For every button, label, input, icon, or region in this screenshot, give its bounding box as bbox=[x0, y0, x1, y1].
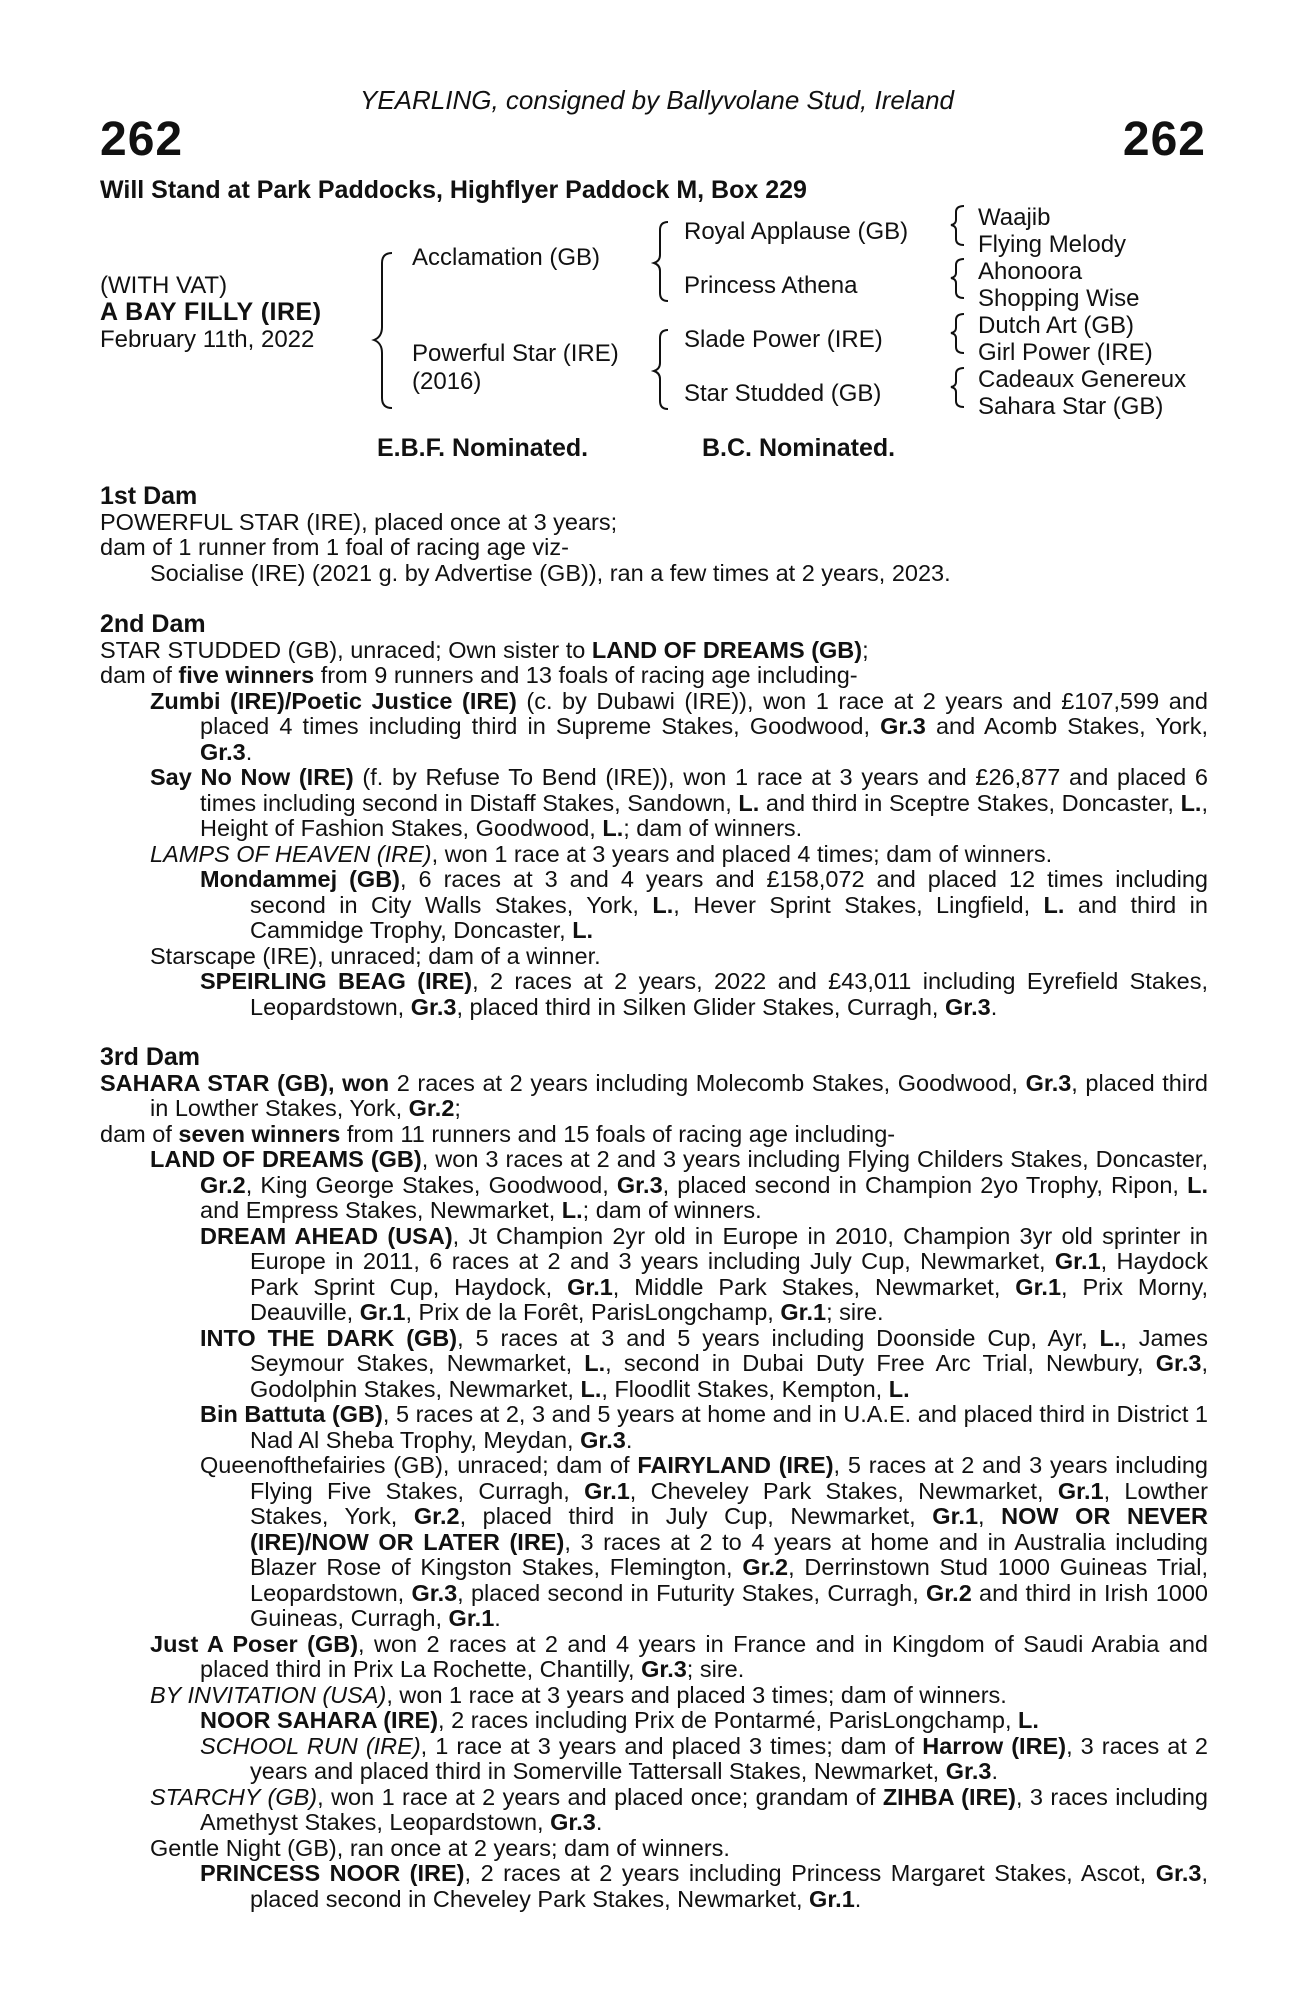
stand-location: Will Stand at Park Paddocks, Highflyer Paddock M, Box 229 bbox=[100, 176, 807, 204]
second-dam-heading: 2nd Dam bbox=[100, 610, 206, 638]
foaling-date: February 11th, 2022 bbox=[100, 326, 315, 353]
produce-entry: Starscape (IRE), unraced; dam of a winner. bbox=[150, 942, 601, 969]
brace-g2 bbox=[951, 259, 964, 298]
great-grandparent: Cadeaux Genereux bbox=[978, 366, 1187, 393]
great-grandparent: Girl Power (IRE) bbox=[978, 339, 1153, 366]
brace-sire bbox=[654, 222, 668, 301]
brace-g3 bbox=[951, 314, 964, 353]
produce-entry: Mondammej (GB), 6 races at 3 and 4 years and £158,072 and placed 12 times including second in City Walls Stakes, York, L., Hever Sprint Stakes, Lingfield, L. and third in Cammidge Trophy, Doncaster, L. bbox=[200, 866, 1208, 943]
produce-entry: LAMPS OF HEAVEN (IRE), won 1 race at 3 years and placed 4 times; dam of winners. bbox=[150, 840, 1053, 867]
third-dam-record: dam of seven winners from 11 runners and 15 foals of racing age including- bbox=[100, 1120, 896, 1147]
ebf-nomination: E.B.F. Nominated. bbox=[377, 434, 589, 462]
great-grandparent: Dutch Art (GB) bbox=[978, 312, 1135, 339]
produce-entry: PRINCESS NOOR (IRE), 2 races at 2 years including Princess Margaret Stakes, Ascot, Gr.3, placed second in Cheveley Park Stakes, Newmarket, Gr.1. bbox=[200, 1860, 1208, 1912]
first-dam-produce: Socialise (IRE) (2021 g. by Advertise (GB)), ran a few times at 2 years, 2023. bbox=[150, 559, 951, 586]
lot-number-left: 262 bbox=[100, 113, 184, 166]
produce-entry: Just A Poser (GB), won 2 races at 2 and 4 years in France and in Kingdom of Saudi Arabia and placed third in Prix La Rochette, Chantilly, Gr.3; sire. bbox=[150, 1630, 1208, 1682]
bc-nomination: B.C. Nominated. bbox=[702, 434, 896, 462]
third-dam-section bbox=[100, 1045, 1208, 1912]
great-grandparent: Flying Melody bbox=[978, 231, 1127, 258]
produce-entry: BY INVITATION (USA), won 1 race at 3 years and placed 3 times; dam of winners. bbox=[150, 1681, 1007, 1708]
sire-name: Acclamation (GB) bbox=[412, 244, 601, 271]
produce-entry: SPEIRLING BEAG (IRE), 2 races at 2 years, 2022 and £43,011 including Eyrefield Stakes, Leopardstown, Gr.3, placed third in Silken Glider Stakes, Curragh, Gr.3. bbox=[200, 968, 1208, 1020]
produce-entry: STARCHY (GB), won 1 race at 2 years and placed once; grandam of ZIHBA (IRE), 3 races including Amethyst Stakes, Leopardstown, Gr.3. bbox=[150, 1783, 1208, 1835]
first-dam-line: dam of 1 runner from 1 foal of racing age viz- bbox=[100, 534, 569, 560]
sire-sire: Royal Applause (GB) bbox=[684, 218, 909, 245]
brace-g4 bbox=[951, 368, 964, 407]
great-grandparent: Ahonoora bbox=[978, 258, 1083, 285]
great-grandparent: Waajib bbox=[978, 204, 1051, 231]
third-dam-heading: 3rd Dam bbox=[100, 1043, 201, 1071]
produce-entry: Bin Battuta (GB), 5 races at 2, 3 and 5 years at home and in U.A.E. and placed third in District 1 Nad Al Sheba Trophy, Meydan, Gr.3. bbox=[200, 1401, 1208, 1453]
second-dam-section bbox=[100, 612, 1208, 1020]
produce-entry: Zumbi (IRE)/Poetic Justice (IRE) (c. by Dubawi (IRE)), won 1 race at 2 years and £107,599 and placed 4 times including third in Supreme Stakes, Goodwood, Gr.3 and Acomb Stakes, York, Gr.3. bbox=[150, 687, 1208, 765]
first-dam-heading: 1st Dam bbox=[100, 482, 198, 510]
produce-entry: Queenofthefairies (GB), unraced; dam of FAIRYLAND (IRE), 5 races at 2 and 3 years including Flying Five Stakes, Curragh, Gr.1, Cheveley Park Stakes, Newmarket, Gr.1, Lowther Stakes, York, Gr.2, placed third in July Cup, Newmarket, Gr.1, NOW OR NEVER (IRE)/NOW OR LATER (IRE), 3 races at 2 to 4 years at home and in Australia including Blazer Rose of Kingston Stakes, Flemington, Gr.2, Derrinstown Stud 1000 Guineas Trial, Leopardstown, Gr.3, placed second in Futurity Stakes, Curragh, Gr.2 and third in Irish 1000 Guineas, Curragh, Gr.1. bbox=[200, 1452, 1208, 1631]
produce-entry: LAND OF DREAMS (GB), won 3 races at 2 and 3 years including Flying Childers Stakes, Doncaster, Gr.2, King George Stakes, Goodwood, Gr.3, placed second in Champion 2yo Trophy, Ripon, L. and Empress Stakes, Newmarket, L.; dam of winners. bbox=[150, 1146, 1208, 1223]
dam-dam: Star Studded (GB) bbox=[684, 380, 882, 407]
produce-entry: Gentle Night (GB), ran once at 2 years; dam of winners. bbox=[150, 1834, 730, 1861]
great-grandparent: Sahara Star (GB) bbox=[978, 393, 1164, 420]
first-dam-line: POWERFUL STAR (IRE), placed once at 3 years; bbox=[100, 508, 618, 535]
second-dam-intro: STAR STUDDED (GB), unraced; Own sister to LAND OF DREAMS (GB); bbox=[100, 636, 869, 663]
vat-note: (WITH VAT) bbox=[100, 272, 228, 299]
brace-dam bbox=[654, 330, 668, 409]
horse-name: A BAY FILLY (IRE) bbox=[100, 298, 322, 326]
sire-dam: Princess Athena bbox=[684, 272, 858, 299]
dam-name: Powerful Star (IRE) bbox=[412, 340, 619, 367]
produce-entry: DREAM AHEAD (USA), Jt Champion 2yr old in Europe in 2010, Champion 3yr old sprinter in Europe in 2011, 6 races at 2 and 3 years including July Cup, Newmarket, Gr.1, Haydock Park Sprint Cup, Haydock, Gr.1, Middle Park Stakes, Newmarket, Gr.1, Prix Morny, Deauville, Gr.1, Prix de la Forêt, ParisLongchamp, Gr.1; sire. bbox=[200, 1222, 1208, 1325]
great-grandparent: Shopping Wise bbox=[978, 285, 1140, 312]
produce-entry: INTO THE DARK (GB), 5 races at 3 and 5 years including Doonside Cup, Ayr, L., James Seymour Stakes, Newmarket, L., second in Dubai Duty Free Arc Trial, Newbury, Gr.3, Godolphin Stakes, Newmarket, L., Floodlit Stakes, Kempton, L. bbox=[200, 1324, 1208, 1402]
lot-number-right: 262 bbox=[1122, 113, 1206, 166]
produce-entry: SCHOOL RUN (IRE), 1 race at 3 years and placed 3 times; dam of Harrow (IRE), 3 races at 2 years and placed third in Somerville Tattersall Stakes, Newmarket, Gr.3. bbox=[200, 1732, 1208, 1784]
first-dam-section bbox=[100, 484, 1208, 586]
third-dam-intro: SAHARA STAR (GB), won 2 races at 2 years including Molecomb Stakes, Goodwood, Gr.3, placed third in Lowther Stakes, York, Gr.2; bbox=[100, 1069, 1208, 1121]
produce-entry: Say No Now (IRE) (f. by Refuse To Bend (IRE)), won 1 race at 3 years and £26,877 and placed 6 times including second in Distaff Stakes, Sandown, L. and third in Sceptre Stakes, Doncaster, L., Height of Fashion Stakes, Goodwood, L.; dam of winners. bbox=[150, 764, 1208, 841]
second-dam-record: dam of five winners from 9 runners and 13 foals of racing age including- bbox=[100, 662, 858, 688]
dam-year: (2016) bbox=[412, 368, 482, 395]
produce-entry: NOOR SAHARA (IRE), 2 races including Prix de Pontarmé, ParisLongchamp, L. bbox=[200, 1707, 1039, 1733]
catalogue-subtitle: YEARLING, consigned by Ballyvolane Stud, Ireland bbox=[359, 85, 954, 115]
dam-sire: Slade Power (IRE) bbox=[684, 326, 883, 353]
brace-main bbox=[374, 253, 392, 408]
brace-g1 bbox=[951, 206, 964, 245]
